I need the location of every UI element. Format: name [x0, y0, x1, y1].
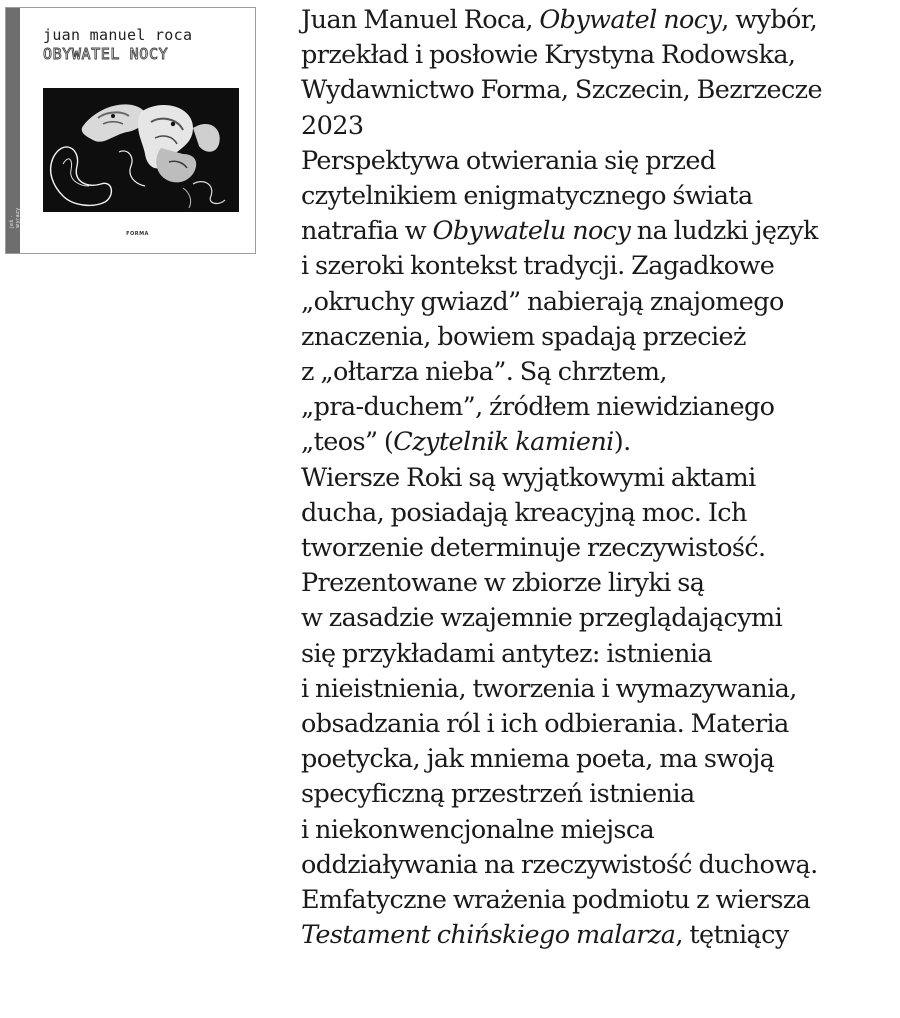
text-segment: się przykładami antytez: istnienia: [301, 638, 712, 669]
text-line: [301, 179, 896, 214]
text-line: [301, 144, 896, 179]
text-line: [301, 3, 896, 38]
text-line: [301, 249, 896, 284]
text-segment: , wybór,: [721, 5, 818, 35]
text-line: [301, 390, 896, 425]
text-line: [301, 813, 896, 848]
text-line: [301, 214, 896, 249]
text-line: [301, 883, 896, 918]
text-segment: 2023: [301, 110, 364, 141]
text-segment: poetycka, jak mniema poeta, ma swoją: [301, 744, 775, 775]
text-line: [301, 38, 896, 73]
text-segment: Perspektywa otwierania się przed: [301, 145, 716, 176]
text-line: [301, 637, 896, 672]
text-line: [301, 601, 896, 636]
text-line: [301, 461, 896, 496]
text-segment: ducha, posiadają kreacyjną moc. Ich: [301, 497, 747, 528]
italic-title-text: Obywatel nocy: [539, 5, 722, 35]
text-segment: „teos” (: [301, 427, 394, 458]
text-segment: Emfatyczne wrażenia podmiotu z wiersza: [301, 885, 811, 916]
italic-title-text: Obywatelu nocy: [432, 216, 631, 247]
text-segment: „okruchy gwiazd” nabierają znajomego: [301, 286, 784, 317]
cover-spine: [6, 8, 20, 253]
text-segment: Wydawnictwo Forma, Szczecin, Bezrzecze: [301, 75, 823, 106]
text-segment: Prezentowane w zbiorze liryki są: [301, 568, 705, 599]
text-segment: znaczenia, bowiem spadają przecież: [301, 321, 746, 352]
text-segment: i nieistnienia, tworzenia i wymazywania,: [301, 673, 797, 704]
text-line: [301, 707, 896, 742]
text-segment: Wiersze Roki są wyjątkowymi aktami: [301, 462, 756, 493]
text-segment: specyficzną przestrzeń istnienia: [301, 779, 695, 810]
text-segment: na ludzki język: [630, 216, 818, 247]
text-segment: Juan Manuel Roca,: [301, 5, 540, 35]
italic-title-text: Czytelnik kamieni: [393, 427, 614, 458]
text-line: [301, 425, 896, 460]
text-segment: obsadzania ról i ich odbierania. Materia: [301, 709, 789, 740]
cover-artwork: [43, 88, 239, 212]
cover-title: OBYWATEL NOCY: [43, 45, 169, 63]
text-line: [301, 848, 896, 883]
text-segment: „pra-duchem”, źródłem niewidzianego: [301, 392, 775, 423]
cover-author: juan manuel roca: [43, 26, 193, 44]
text-line: [301, 109, 896, 144]
book-cover-image: [5, 7, 256, 254]
cover-publisher: FORMA: [126, 231, 149, 237]
text-line: [301, 285, 896, 320]
text-segment: czytelnikiem enigmatycznego świata: [301, 181, 753, 212]
text-segment: natrafia w: [301, 216, 433, 247]
text-line: [301, 73, 896, 108]
text-line: [301, 566, 896, 601]
text-segment: w zasadzie wzajemnie przeglądającymi: [301, 603, 783, 634]
text-line: [301, 742, 896, 777]
text-line: [301, 918, 896, 953]
text-line: [301, 672, 896, 707]
text-segment: przekład i posłowie Krystyna Rodowska,: [301, 40, 796, 71]
text-line: [301, 355, 896, 390]
italic-title-text: Testament chińskiego malarza: [301, 920, 676, 951]
text-line: [301, 777, 896, 812]
text-segment: i szeroki kontekst tradycji. Zagadkowe: [301, 251, 775, 282]
text-segment: i niekonwencjonalne miejsca: [301, 814, 655, 845]
text-segment: tworzenie determinuje rzeczywistość.: [301, 533, 766, 564]
text-segment: , tętniący: [675, 920, 789, 951]
text-segment: ).: [613, 427, 631, 458]
text-line: [301, 496, 896, 531]
cover-spine-text: jeŝ · wyrazy: [9, 207, 21, 228]
text-segment: z „ołtarza nieba”. Są chrztem,: [301, 357, 667, 388]
text-line: [301, 531, 896, 566]
text-line: [301, 320, 896, 355]
review-text: [301, 3, 896, 953]
text-segment: oddziaływania na rzeczywistość duchową.: [301, 849, 818, 880]
